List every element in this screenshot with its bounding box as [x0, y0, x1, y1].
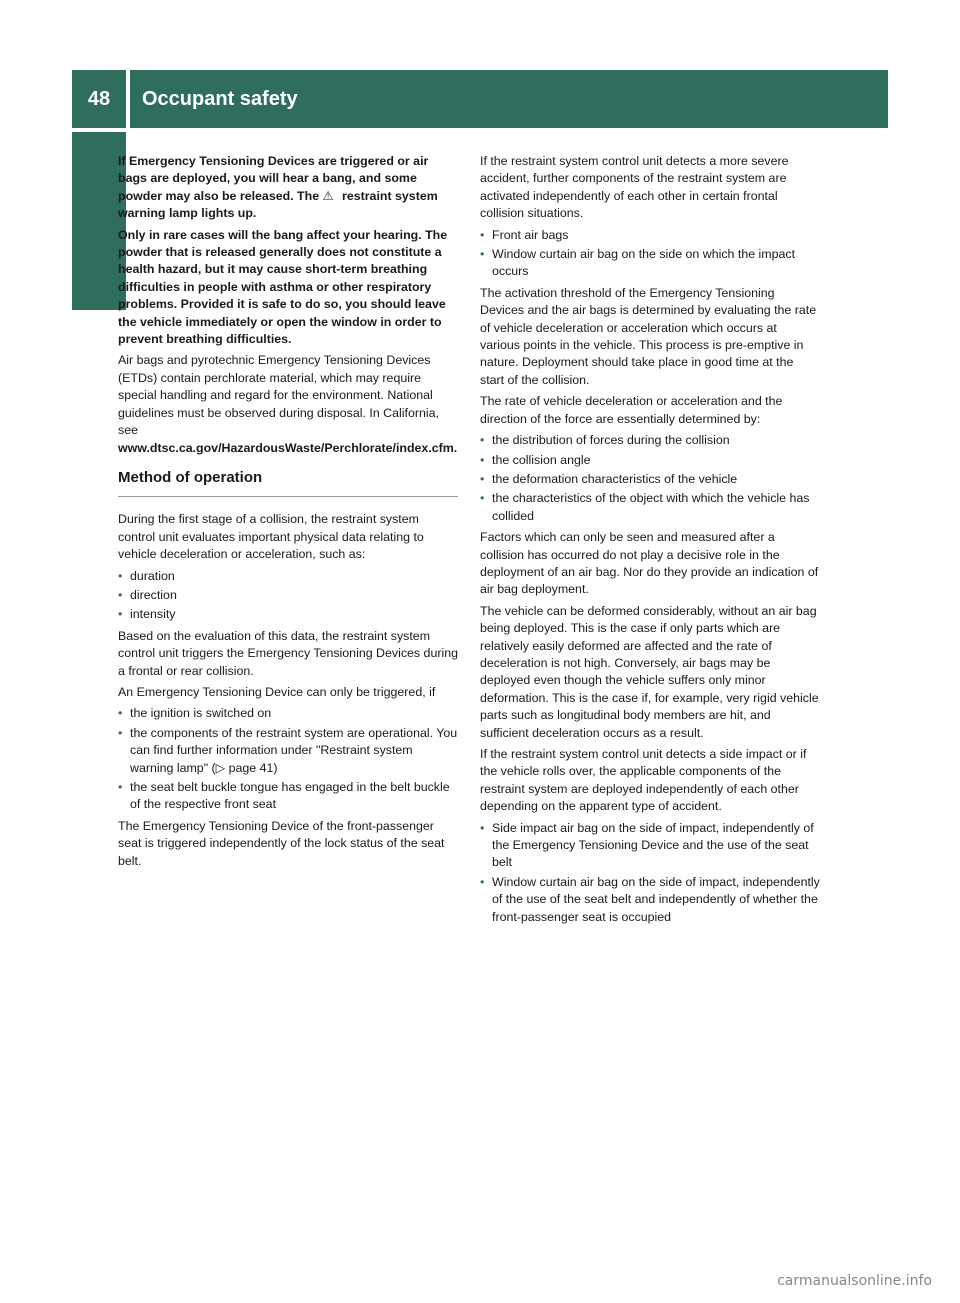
side-tab-label: Safety: [86, 233, 111, 300]
paragraph: The vehicle can be deformed considerably, without an air bag being deployed. This is the case if only parts which are relatively easily deformed are affected and the rate of deceleration is not high. Conversely, air bags may be deployed even though the vehicle suffers only minor deformation. This is the case if, for example, very rigid vehicle parts such as longitudinal body members are hit, and sufficient deceleration occurs as a result.: [480, 603, 819, 740]
bullet-list: [480, 227, 820, 281]
list-item: • the characteristics of the object with which the vehicle has collided: [480, 491, 810, 523]
list-item: • duration: [118, 568, 175, 583]
page-number: 48: [72, 70, 126, 128]
left-column: [118, 153, 458, 874]
list-item: • the deformation characteristics of the vehicle: [480, 471, 738, 486]
paragraph: [118, 352, 458, 456]
paragraph: [118, 153, 458, 223]
airbag-warning-icon: ⚠: [322, 188, 334, 203]
bullet-list: [118, 568, 458, 624]
paragraph: Only in rare cases will the bang affect your hearing. The powder that is released generally does not constitute a health hazard, but it may cause short-term breathing difficulties in people with asthma or other respiratory problems. Provided it is safe to do so, you should leave the vehicle immediately or open the window in order to prevent breathing difficulties.: [118, 227, 448, 347]
paragraph: An Emergency Tensioning Device can only be triggered, if: [118, 684, 436, 699]
bullet-list: [480, 820, 820, 926]
paragraph-text: If Emergency Tensioning Devices are triggered or air bags are deployed, you will hear a bang, and some powder may also be released. The: [118, 154, 429, 203]
right-column: [480, 153, 820, 930]
paragraph: During the first stage of a collision, the restraint system control unit evaluates important physical data relating to vehicle deceleration or acceleration, such as:: [118, 512, 424, 562]
footer-watermark: carmanualsonline.info: [777, 1273, 932, 1289]
list-item: • the seat belt buckle tongue has engaged in the belt buckle of the respective front seat: [118, 780, 450, 812]
page-header: [72, 70, 888, 128]
list-item: • Side impact air bag on the side of impact, independently of the Emergency Tensioning Device and the use of the seat belt: [480, 820, 814, 870]
paragraph: If the restraint system control unit detects a more severe accident, further components of the restraint system are activated independently of each other in certain frontal collision situations.: [480, 154, 789, 221]
list-item: • the collision angle: [480, 452, 591, 467]
paragraph: The Emergency Tensioning Device of the front-passenger seat is triggered independently of the lock status of the seat belt.: [118, 818, 445, 868]
list-item: • the distribution of forces during the collision: [480, 433, 730, 448]
bullet-list: [480, 432, 820, 525]
list-item: • the components of the restraint system are operational. You can find further information under "Restraint system warning lamp" (▷ page 41): [118, 725, 458, 775]
paragraph: The rate of vehicle deceleration or acceleration and the direction of the force are essentially determined by:: [480, 394, 783, 426]
paragraph: If the restraint system control unit detects a side impact or if the vehicle rolls over, the applicable components of the restraint system are deployed independently of each other depending on the apparent type of accident.: [480, 747, 807, 814]
paragraph: Based on the evaluation of this data, the restraint system control unit triggers the Emergency Tensioning Devices during a frontal or rear collision.: [118, 628, 459, 678]
paragraph-text: Air bags and pyrotechnic Emergency Tensioning Devices (ETDs) contain perchlorate material, which may require special handling and regard for the environment. National guidelines must be observed during disposal. In California, see: [118, 353, 439, 438]
bullet-list: [118, 705, 458, 813]
section-title: Method of operation: [118, 469, 458, 497]
list-item: • Window curtain air bag on the side of impact, independently of the use of the seat belt and independently of whether the front-passenger seat is occupied: [480, 874, 820, 924]
list-item: • intensity: [118, 607, 176, 622]
paragraph: Factors which can only be seen and measured after a collision has occurred do not play a decisive role in the deployment of an air bag. Nor do they provide an indication of air bag deployment.: [480, 530, 819, 597]
paragraph: The activation threshold of the Emergency Tensioning Devices and the air bags is determined by evaluating the rate of vehicle deceleration or acceleration which occurs at various points in the vehicle. This process is pre-emptive in nature. Deployment should take place in good time at the start of the collision.: [480, 285, 817, 387]
list-item: • the ignition is switched on: [118, 706, 272, 721]
web-link[interactable]: www.dtsc.ca.gov/HazardousWaste/Perchlorate/index.cfm.: [118, 440, 458, 455]
list-item: • Window curtain air bag on the side on which the impact occurs: [480, 247, 796, 279]
paragraph-text: restraint system warning lamp lights up.: [118, 188, 438, 221]
list-item: • direction: [118, 587, 177, 602]
page-title: Occupant safety: [130, 70, 888, 128]
list-item: • Front air bags: [480, 227, 569, 242]
